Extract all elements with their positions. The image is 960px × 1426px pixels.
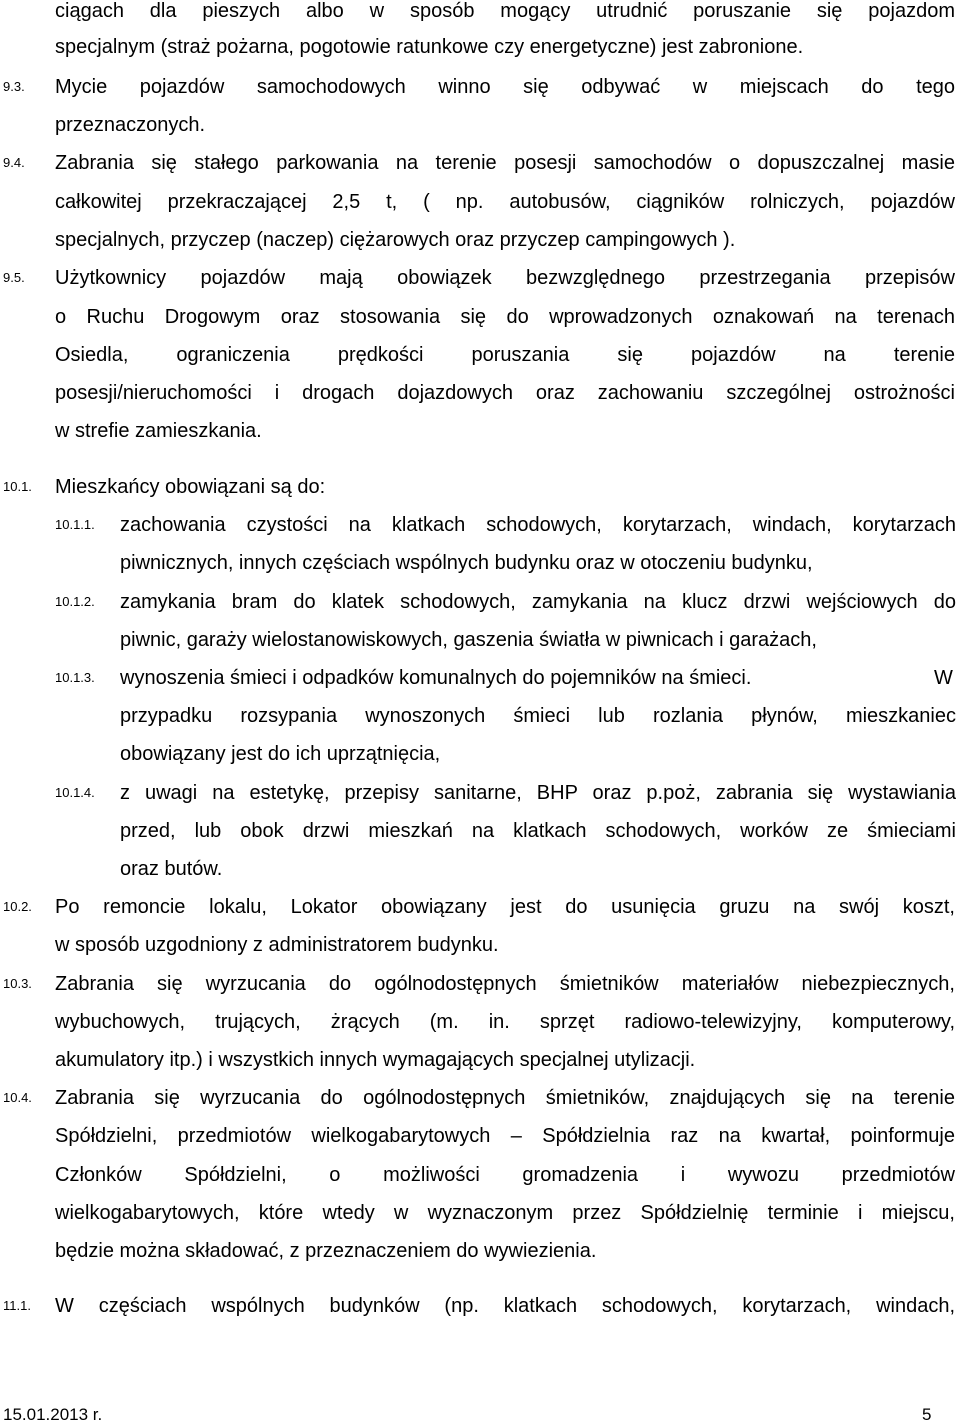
- text-line: w strefie zamieszkania.: [55, 420, 262, 442]
- section-number: 9.3.: [3, 79, 25, 94]
- text-line: Użytkownicy pojazdów mają obowiązek bezwzględnego przestrzegania przepisów: [55, 267, 955, 289]
- text-line: Po remoncie lokalu, Lokator obowiązany jest do usunięcia gruzu na swój koszt,: [55, 896, 955, 918]
- section-number: 10.2.: [3, 899, 32, 914]
- section-number: 9.5.: [3, 270, 25, 285]
- text-line: obowiązany jest do ich uprzątnięcia,: [120, 743, 441, 765]
- page-number: 5: [922, 1405, 932, 1424]
- text-line: posesji/nieruchomości i drogach dojazdowych oraz zachowaniu szczególnej ostrożności: [55, 382, 955, 404]
- text-line: przypadku rozsypania wynoszonych śmieci lub rozlania płynów, mieszkaniec: [120, 705, 956, 727]
- section-number: 9.4.: [3, 155, 25, 170]
- text-line: będzie można składować, z przeznaczeniem do wywiezienia.: [55, 1240, 597, 1262]
- text-line: zachowania czystości na klatkach schodowych, korytarzach, windach, korytarzach: [120, 514, 956, 536]
- text-line: przed, lub obok drzwi mieszkań na klatkach schodowych, worków ze śmieciami: [120, 820, 956, 842]
- text-line: piwnicznych, innych częściach wspólnych budynku oraz w otoczeniu budynku,: [120, 552, 813, 574]
- text-line: Zabrania się stałego parkowania na terenie posesji samochodów o dopuszczalnej masie: [55, 152, 955, 174]
- section-number: 10.3.: [3, 976, 32, 991]
- text-line: akumulatory itp.) i wszystkich innych wymagających specjalnej utylizacji.: [55, 1049, 696, 1071]
- section-number: 10.1.: [3, 479, 32, 494]
- text-line: przeznaczonych.: [55, 114, 206, 136]
- text-line: specjalnym (straż pożarna, pogotowie ratunkowe czy energetyczne) jest zabronione.: [55, 36, 804, 58]
- subsection-number: 10.1.3.: [55, 670, 95, 685]
- text-line: w sposób uzgodniony z administratorem budynku.: [55, 934, 499, 956]
- footer-date: 15.01.2013 r.: [3, 1405, 103, 1424]
- text-line: zamykania bram do klatek schodowych, zamykania na klucz drzwi wejściowych do: [120, 591, 956, 613]
- text-line: całkowitej przekraczającej 2,5 t, ( np. autobusów, ciągników rolniczych, pojazdów: [55, 191, 955, 213]
- subsection-number: 10.1.2.: [55, 594, 95, 609]
- text-line: specjalnych, przyczep (naczep) ciężarowych oraz przyczep campingowych ).: [55, 229, 736, 251]
- text-line: o Ruchu Drogowym oraz stosowania się do wprowadzonych oznakowań na terenach: [55, 306, 955, 328]
- text-line: Członków Spółdzielni, o możliwości gromadzenia i wywozu przedmiotów: [55, 1164, 955, 1186]
- text-line: Mycie pojazdów samochodowych winno się odbywać w miejscach do tego: [55, 76, 955, 98]
- subsection-number: 10.1.4.: [55, 785, 95, 800]
- text-line: W: [934, 667, 953, 689]
- text-line: piwnic, garaży wielostanowiskowych, gaszenia światła w piwnicach i garażach,: [120, 629, 817, 651]
- text-line: oraz butów.: [120, 858, 223, 880]
- text-line: wybuchowych, trujących, żrących (m. in. sprzęt radiowo-telewizyjny, komputerowy,: [55, 1011, 955, 1033]
- section-number: 11.1.: [3, 1298, 31, 1313]
- text-line: Mieszkańcy obowiązani są do:: [55, 476, 326, 498]
- text-line: z uwagi na estetykę, przepisy sanitarne, BHP oraz p.poż, zabrania się wystawiania: [120, 782, 956, 804]
- subsection-number: 10.1.1.: [55, 517, 95, 532]
- text-line: wynoszenia śmieci i odpadków komunalnych do pojemników na śmieci.: [120, 667, 752, 689]
- text-line: Osiedla, ograniczenia prędkości poruszania się pojazdów na terenie: [55, 344, 955, 366]
- section-number: 10.4.: [3, 1090, 32, 1105]
- text-line: W częściach wspólnych budynków (np. klatkach schodowych, korytarzach, windach,: [55, 1295, 955, 1317]
- text-line: wielkogabarytowych, które wtedy w wyznaczonym przez Spółdzielnię terminie i miejscu,: [55, 1202, 955, 1224]
- text-line: ciągach dla pieszych albo w sposób mogący utrudnić poruszanie się pojazdom: [55, 0, 955, 22]
- text-line: Zabrania się wyrzucania do ogólnodostępnych śmietników, znajdujących się na terenie: [55, 1087, 955, 1109]
- text-line: Zabrania się wyrzucania do ogólnodostępnych śmietników materiałów niebezpiecznych,: [55, 973, 955, 995]
- text-line: Spółdzielni, przedmiotów wielkogabarytowych – Spółdzielnia raz na kwartał, poinformuje: [55, 1125, 955, 1147]
